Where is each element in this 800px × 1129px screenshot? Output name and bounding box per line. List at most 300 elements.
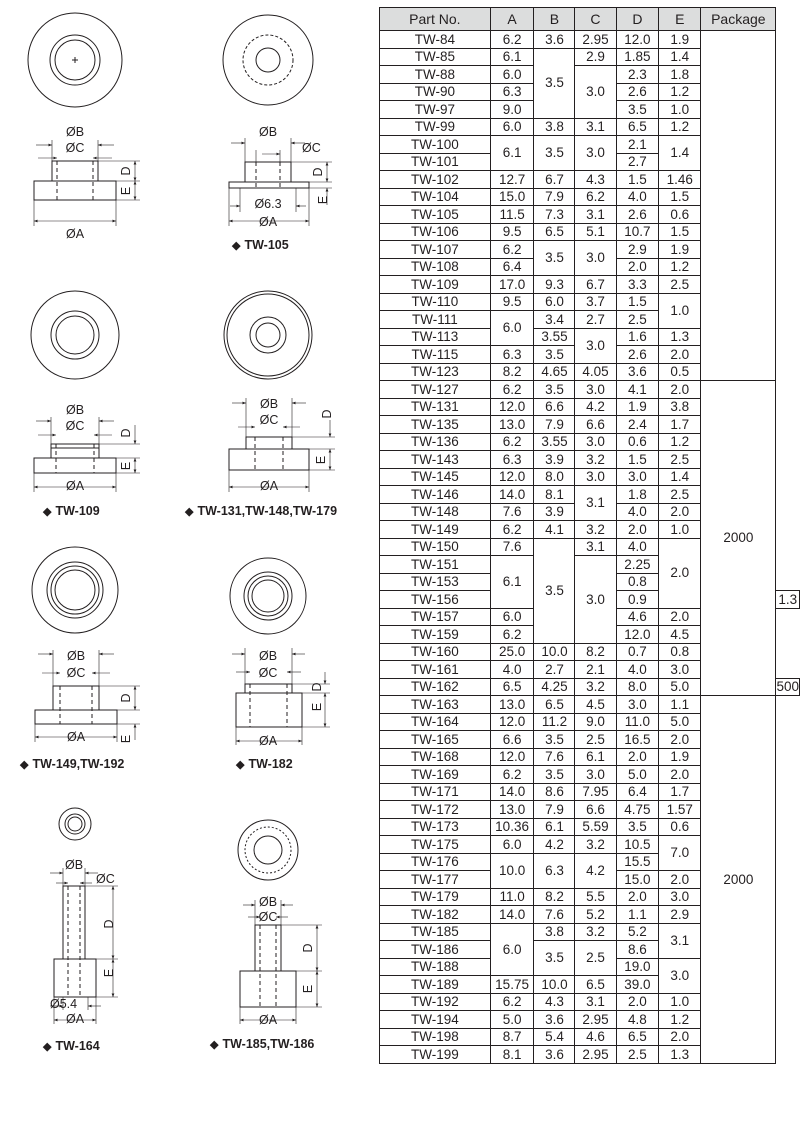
drawing-tw182 [230, 558, 330, 748]
table-cell: 500 [776, 679, 799, 694]
table-cell: 6.2 [490, 241, 534, 259]
table-cell: 3.0 [575, 136, 616, 171]
table-cell: 5.0 [659, 678, 701, 696]
table-cell: 3.2 [575, 451, 616, 469]
table-cell: 4.6 [575, 1028, 616, 1046]
table-cell: 6.1 [490, 136, 534, 171]
table-cell: 1.5 [616, 171, 659, 189]
table-cell: 6.5 [534, 223, 575, 241]
part-no-header: Part No. [380, 8, 491, 31]
table-cell: 0.6 [616, 433, 659, 451]
table-cell: 6.5 [616, 1028, 659, 1046]
table-cell: 2.3 [616, 66, 659, 84]
spec-table [379, 7, 800, 1064]
part-number-cell: TW-189 [380, 976, 491, 994]
part-number-cell: TW-99 [380, 118, 491, 136]
dim-a-label: ØA [65, 227, 85, 241]
part-number-cell: TW-176 [380, 853, 491, 871]
table-cell: 6.6 [490, 731, 534, 749]
table-cell: 1.57 [659, 801, 701, 819]
part-number-cell: TW-149 [380, 521, 491, 539]
table-cell: 6.6 [575, 801, 616, 819]
table-cell: 6.4 [616, 783, 659, 801]
table-cell: 6.2 [490, 521, 534, 539]
part-number-cell: TW-88 [380, 66, 491, 84]
part-number-cell: TW-199 [380, 1046, 491, 1064]
dim-f-label: Ø6.3 [254, 197, 282, 211]
table-cell: 6.5 [616, 118, 659, 136]
table-cell: 12.0 [616, 31, 659, 49]
part-number-cell: TW-148 [380, 503, 491, 521]
table-cell: 1.7 [659, 416, 701, 434]
table-cell: 6.2 [490, 381, 534, 399]
table-cell: 7.3 [534, 206, 575, 224]
dim-b-label: ØB [258, 895, 278, 909]
table-cell: 7.6 [490, 538, 534, 556]
table-cell: 0.9 [616, 591, 659, 609]
table-cell: 1.9 [659, 241, 701, 259]
table-cell: 2.5 [659, 276, 701, 294]
dim-b-label: ØB [65, 403, 85, 417]
table-cell: 9.0 [490, 101, 534, 119]
table-cell: 4.2 [575, 853, 616, 888]
table-cell: 2.5 [659, 486, 701, 504]
part-number-cell: TW-113 [380, 328, 491, 346]
table-cell: 2.5 [575, 941, 616, 976]
table-cell: 3.8 [534, 118, 575, 136]
table-cell: 15.0 [490, 188, 534, 206]
table-cell: 1.4 [659, 48, 701, 66]
diamond-bullet-icon: ◆ [232, 240, 241, 252]
table-cell: 3.0 [616, 696, 659, 714]
table-cell: 17.0 [490, 276, 534, 294]
dim-a-label: ØA [259, 479, 279, 493]
table-cell: 7.6 [534, 906, 575, 924]
table-cell: 3.0 [575, 66, 616, 119]
top-view [32, 547, 118, 633]
table-cell: 11.2 [534, 713, 575, 731]
table-cell: 10.0 [490, 853, 534, 888]
table-cell: 6.2 [490, 766, 534, 784]
table-cell: 3.2 [575, 836, 616, 854]
table-cell: 3.5 [534, 241, 575, 276]
table-cell: 7.95 [575, 783, 616, 801]
dim-c-label: ØC [302, 141, 321, 155]
table-cell: 4.05 [575, 363, 616, 381]
table-cell: 1.5 [616, 451, 659, 469]
part-number-cell: TW-151 [380, 556, 491, 574]
table-cell: 1.2 [659, 433, 701, 451]
part-number-cell: TW-159 [380, 626, 491, 644]
figure-label-text: TW-182 [248, 757, 293, 771]
table-cell: 13.0 [490, 416, 534, 434]
table-cell: 6.1 [575, 748, 616, 766]
table-cell: 3.8 [534, 923, 575, 941]
dim-d-label: D [119, 166, 133, 176]
table-cell: 12.0 [490, 468, 534, 486]
table-cell: 2.0 [659, 871, 701, 889]
figure-label-text: TW-109 [55, 504, 100, 518]
figure-label-text: TW-149,TW-192 [32, 757, 125, 771]
table-cell: 1.4 [659, 468, 701, 486]
table-cell: 6.6 [575, 416, 616, 434]
table-cell: 2.5 [575, 731, 616, 749]
table-cell: 2.0 [616, 888, 659, 906]
dim-a-label: ØA [65, 479, 85, 493]
table-cell: 3.0 [575, 766, 616, 784]
table-cell: 7.6 [534, 748, 575, 766]
table-cell: 2.0 [616, 258, 659, 276]
table-cell: 3.55 [534, 433, 575, 451]
table-cell: 3.5 [534, 48, 575, 118]
table-cell: 1.9 [616, 398, 659, 416]
table-cell: 3.6 [616, 363, 659, 381]
dim-e-label: E [310, 702, 324, 712]
table-cell: 39.0 [616, 976, 659, 994]
table-cell: 2.9 [575, 48, 616, 66]
figure-label-text: TW-185,TW-186 [222, 1037, 315, 1051]
table-cell: 12.0 [490, 713, 534, 731]
part-number-cell: TW-107 [380, 241, 491, 259]
table-cell: 4.2 [534, 836, 575, 854]
table-cell: 1.46 [659, 171, 701, 189]
diamond-bullet-icon: ◆ [185, 506, 194, 518]
table-cell: 2000 [701, 381, 776, 696]
table-cell: 2.95 [575, 1046, 616, 1064]
table-cell: 16.5 [616, 731, 659, 749]
dim-d-label: D [119, 428, 133, 438]
top-view [28, 13, 122, 107]
table-cell: 1.3 [659, 1046, 701, 1064]
table-cell: 2.0 [659, 538, 701, 608]
table-cell: 2.5 [659, 451, 701, 469]
table-cell: 1.3 [776, 591, 800, 609]
table-cell: 1.5 [616, 293, 659, 311]
table-cell: 10.5 [616, 836, 659, 854]
table-cell: 13.0 [490, 801, 534, 819]
part-number-cell: TW-104 [380, 188, 491, 206]
table-cell: 2.0 [659, 503, 701, 521]
table-cell: 6.2 [575, 188, 616, 206]
table-cell: 1.3 [659, 328, 701, 346]
dim-b-label: ØB [259, 397, 279, 411]
part-number-cell: TW-164 [380, 713, 491, 731]
table-cell: 3.2 [575, 923, 616, 941]
table-cell: 2.25 [616, 556, 659, 574]
part-number-cell: TW-136 [380, 433, 491, 451]
table-cell: 6.3 [490, 346, 534, 364]
figure-label-tw182 [236, 757, 293, 771]
part-number-cell: TW-169 [380, 766, 491, 784]
part-number-cell: TW-85 [380, 48, 491, 66]
table-cell: 3.55 [534, 328, 575, 346]
diamond-bullet-icon: ◆ [43, 506, 52, 518]
table-cell: 3.0 [575, 468, 616, 486]
table-cell: 8.1 [534, 486, 575, 504]
table-cell: 8.0 [534, 468, 575, 486]
table-cell: 4.8 [616, 1011, 659, 1029]
part-number-cell: TW-146 [380, 486, 491, 504]
side-view [240, 900, 322, 1024]
drawing-tw164 [50, 808, 118, 1026]
table-cell: 10.0 [534, 643, 575, 661]
part-number-cell: TW-150 [380, 538, 491, 556]
table-cell: 3.5 [534, 731, 575, 749]
table-cell: 7.9 [534, 416, 575, 434]
dim-d-label: D [301, 943, 315, 953]
table-cell: 2.0 [616, 521, 659, 539]
part-number-cell: TW-175 [380, 836, 491, 854]
table-cell: 3.1 [575, 993, 616, 1011]
dim-d-label: D [310, 682, 324, 692]
table-cell: 3.0 [659, 888, 701, 906]
table-cell: 1.2 [659, 1011, 701, 1029]
figure-label-text: TW-131,TW-148,TW-179 [197, 504, 338, 518]
table-cell: 6.0 [534, 293, 575, 311]
table-cell: 2.0 [616, 748, 659, 766]
part-number-cell: TW-192 [380, 993, 491, 1011]
top-view [59, 808, 91, 840]
package-header: Package [701, 8, 776, 31]
dim-b-label: ØB [64, 858, 84, 872]
part-number-cell: TW-127 [380, 381, 491, 399]
table-cell: 3.5 [616, 101, 659, 119]
table-cell: 11.5 [490, 206, 534, 224]
part-number-cell: TW-111 [380, 311, 491, 329]
part-number-cell: TW-135 [380, 416, 491, 434]
table-cell: 3.5 [534, 136, 575, 171]
part-number-cell: TW-173 [380, 818, 491, 836]
table-cell: 6.7 [534, 171, 575, 189]
table-cell: 10.7 [616, 223, 659, 241]
table-cell: 4.25 [534, 678, 575, 696]
part-number-cell: TW-161 [380, 661, 491, 679]
table-cell: 1.7 [659, 783, 701, 801]
table-cell: 5.2 [575, 906, 616, 924]
part-number-cell: TW-162 [380, 678, 491, 696]
table-cell: 8.2 [490, 363, 534, 381]
table-cell: 11.0 [616, 713, 659, 731]
table-cell: 5.4 [534, 1028, 575, 1046]
table-cell: 1.0 [659, 101, 701, 119]
table-cell: 15.0 [616, 871, 659, 889]
drawing-tw84 [28, 13, 140, 241]
table-cell: 6.3 [534, 853, 575, 888]
part-number-cell: TW-105 [380, 206, 491, 224]
dim-b-label: ØB [66, 649, 86, 663]
dim-d-label: D [102, 919, 116, 929]
table-cell: 3.0 [659, 661, 701, 679]
dim-a-label: ØA [65, 1012, 85, 1026]
table-cell: 10.36 [490, 818, 534, 836]
dim-e-label: E [316, 195, 330, 205]
table-cell: 4.3 [534, 993, 575, 1011]
dim-b-label: ØB [65, 125, 85, 139]
table-cell: 5.2 [616, 923, 659, 941]
table-cell: 2.0 [659, 381, 701, 399]
table-cell: 8.7 [490, 1028, 534, 1046]
diamond-bullet-icon: ◆ [210, 1039, 219, 1051]
dim-a-label: ØA [258, 215, 278, 229]
dim-d-label: D [119, 693, 133, 703]
part-number-cell: TW-182 [380, 906, 491, 924]
part-number-cell: TW-188 [380, 958, 491, 976]
part-number-cell: TW-185 [380, 923, 491, 941]
table-cell: 2.9 [659, 906, 701, 924]
side-view [34, 417, 140, 492]
table-cell: 2.6 [616, 346, 659, 364]
part-number-cell: TW-179 [380, 888, 491, 906]
table-cell: 0.6 [659, 818, 701, 836]
table-cell: 14.0 [490, 906, 534, 924]
table-cell: 2.6 [616, 83, 659, 101]
table-cell: 2.1 [616, 136, 659, 154]
diamond-bullet-icon: ◆ [20, 759, 29, 771]
table-cell: 3.5 [534, 538, 575, 643]
table-cell: 4.3 [575, 171, 616, 189]
table-cell: 1.8 [616, 486, 659, 504]
table-cell: 2.7 [616, 153, 659, 171]
table-cell: 7.9 [534, 188, 575, 206]
table-cell: 1.8 [659, 66, 701, 84]
table-cell: 15.5 [616, 853, 659, 871]
table-cell: 2.4 [616, 416, 659, 434]
table-cell: 0.5 [659, 363, 701, 381]
part-number-cell: TW-101 [380, 153, 491, 171]
table-cell: 3.2 [575, 521, 616, 539]
table-cell: 7.6 [490, 503, 534, 521]
table-cell: 3.5 [616, 818, 659, 836]
table-cell: 1.2 [659, 83, 701, 101]
table-cell: 5.0 [490, 1011, 534, 1029]
part-number-cell: TW-160 [380, 643, 491, 661]
table-cell: 3.1 [659, 923, 701, 958]
diamond-bullet-icon: ◆ [43, 1041, 52, 1053]
table-cell: 3.6 [534, 1011, 575, 1029]
part-number-cell: TW-163 [380, 696, 491, 714]
table-cell: 3.8 [659, 398, 701, 416]
table-cell: 3.5 [534, 381, 575, 399]
table-cell: 3.5 [534, 766, 575, 784]
table-cell: 1.0 [659, 521, 701, 539]
b-header: B [534, 8, 575, 31]
table-cell: 3.0 [575, 556, 616, 644]
table-cell: 8.2 [534, 888, 575, 906]
table-cell: 6.1 [490, 48, 534, 66]
table-cell: 12.7 [490, 171, 534, 189]
drawing-tw185 [238, 820, 322, 1027]
part-number-cell: TW-143 [380, 451, 491, 469]
table-cell: 3.4 [534, 311, 575, 329]
table-cell: 3.0 [575, 328, 616, 363]
table-cell: 2.95 [575, 1011, 616, 1029]
table-cell: 2.0 [659, 608, 701, 626]
table-cell: 2.5 [616, 1046, 659, 1064]
top-view [230, 558, 306, 634]
dim-c-label: ØC [66, 666, 86, 680]
table-cell: 3.1 [575, 538, 616, 556]
table-cell: 3.0 [575, 241, 616, 276]
table-cell: 2.0 [659, 731, 701, 749]
table-cell: 4.75 [616, 801, 659, 819]
drawing-tw131 [224, 291, 335, 493]
table-cell: 4.0 [616, 188, 659, 206]
dim-b-label: ØB [258, 649, 278, 663]
table-cell: 3.2 [575, 678, 616, 696]
top-view [31, 291, 119, 379]
table-cell: 2.7 [575, 311, 616, 329]
table-cell: 1.9 [659, 31, 701, 49]
drawing-tw109 [31, 291, 140, 493]
table-cell: 6.2 [490, 626, 534, 644]
figure-label-tw105 [232, 238, 289, 252]
side-view [232, 648, 330, 745]
table-cell: 12.0 [490, 748, 534, 766]
dim-d-label: D [320, 409, 334, 419]
top-view [224, 291, 312, 379]
table-cell: 6.0 [490, 836, 534, 854]
dim-c-label: ØC [258, 910, 278, 924]
table-cell: 6.1 [534, 818, 575, 836]
table-cell: 2.9 [616, 241, 659, 259]
table-cell: 6.2 [490, 433, 534, 451]
table-cell: 5.1 [575, 223, 616, 241]
table-cell: 15.75 [490, 976, 534, 994]
table-cell: 6.5 [534, 696, 575, 714]
table-cell: 2.7 [534, 661, 575, 679]
table-cell: 1.2 [659, 118, 701, 136]
table-cell: 6.2 [490, 31, 534, 49]
part-number-cell: TW-194 [380, 1011, 491, 1029]
table-cell: 9.5 [490, 293, 534, 311]
table-cell: 0.7 [616, 643, 659, 661]
table-cell: 4.5 [575, 696, 616, 714]
figure-label-tw131 [185, 504, 337, 518]
table-cell: 2.95 [575, 31, 616, 49]
d-header: D [616, 8, 659, 31]
dim-e-label: E [119, 461, 133, 471]
figure-label-tw149 [20, 757, 124, 771]
table-cell: 8.0 [616, 678, 659, 696]
table-cell: 14.0 [490, 783, 534, 801]
dim-c-label: ØC [65, 141, 85, 155]
table-cell: 4.65 [534, 363, 575, 381]
a-header: A [490, 8, 534, 31]
dim-d-label: D [311, 167, 325, 177]
part-number-cell: TW-100 [380, 136, 491, 154]
table-cell: 5.0 [659, 713, 701, 731]
figure-label-tw185 [210, 1037, 314, 1051]
table-cell: 6.3 [490, 83, 534, 101]
table-cell: 4.5 [659, 626, 701, 644]
part-number-cell: TW-108 [380, 258, 491, 276]
table-cell: 4.1 [534, 521, 575, 539]
table-cell: 6.0 [490, 66, 534, 84]
c-header: C [575, 8, 616, 31]
table-cell: 2.1 [575, 661, 616, 679]
table-cell: 19.0 [616, 958, 659, 976]
table-cell: 1.9 [659, 748, 701, 766]
part-number-cell: TW-165 [380, 731, 491, 749]
table-cell: 4.0 [490, 661, 534, 679]
table-cell: 0.6 [659, 206, 701, 224]
technical-drawings [0, 0, 372, 1129]
table-cell: 6.0 [490, 311, 534, 346]
table-cell: 3.1 [575, 118, 616, 136]
e-header: E [659, 8, 701, 31]
table-cell: 4.2 [575, 398, 616, 416]
table-cell [701, 31, 776, 381]
